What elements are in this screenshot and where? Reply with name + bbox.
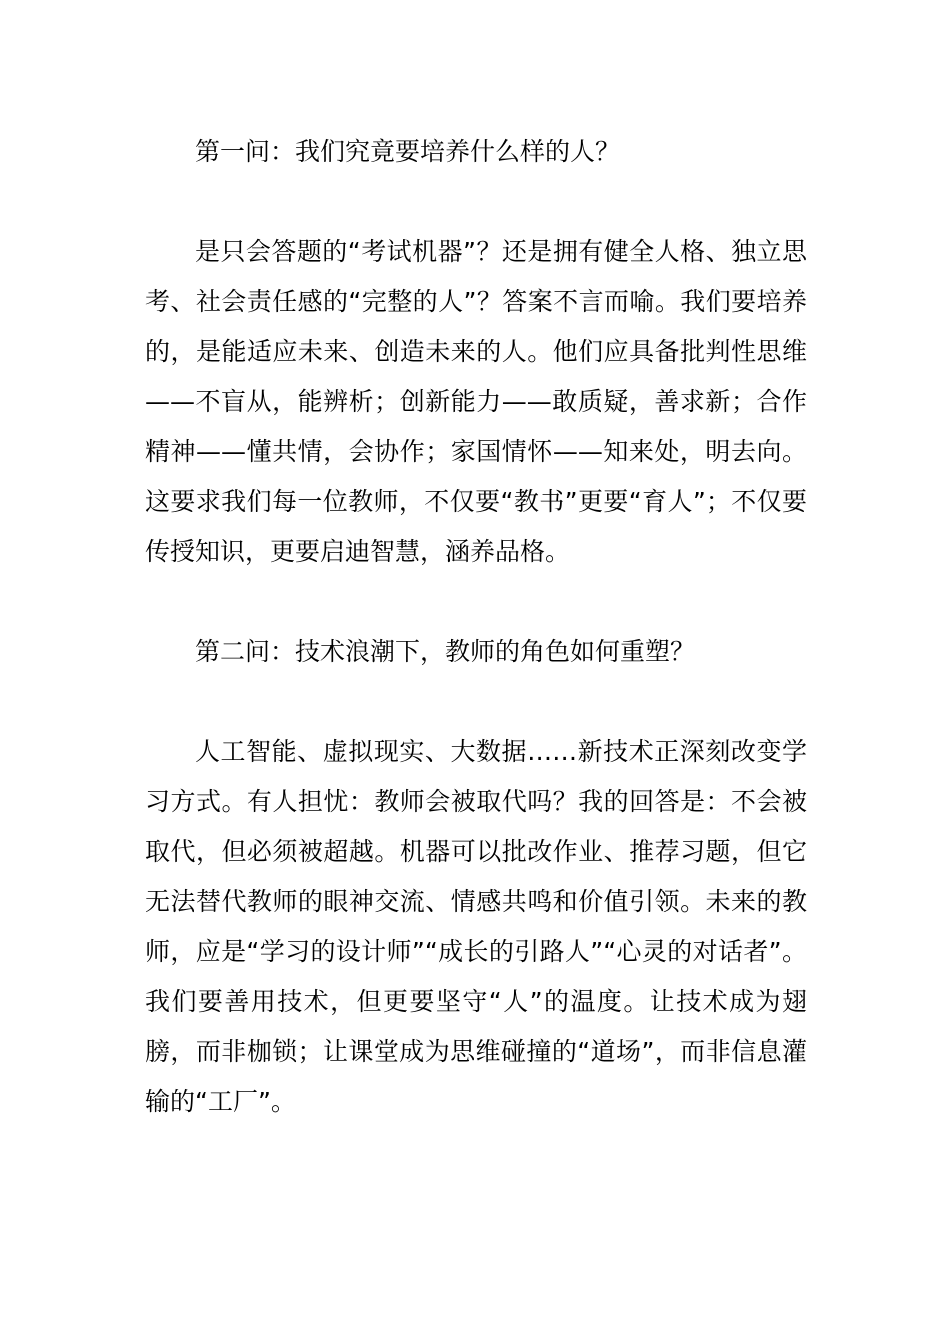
section-1-heading: 第一问：我们究竟要培养什么样的人？ bbox=[195, 137, 621, 166]
section-2-paragraph: 人工智能、虚拟现实、大数据……新技术正深刻改变学习方式。有人担忧：教师会被取代吗？我的回答是：不会被取代，但必须被超越。机器可以批改作业、推荐习题，但它无法替代教师的眼神交流、情感共鸣和价值引领。未来的教师，应是“学习的设计师”“成长的引路人”“心灵的对话者”。我们要善用技术，但更要坚守“人”的温度。让技术成为翅膀，而非枷锁；让课堂成为思维碰撞的“道场”，而非信息灌输的“工厂”。 bbox=[145, 737, 807, 1116]
section-2-heading: 第二问：技术浪潮下，教师的角色如何重塑？ bbox=[195, 637, 696, 666]
section-1-paragraph: 是只会答题的“考试机器”？还是拥有健全人格、独立思考、社会责任感的“完整的人”？答案不言而喻。我们要培养的，是能适应未来、创造未来的人。他们应具备批判性思维——不盲从，能辨析；创新能力——敢质疑，善求新；合作精神——懂共情，会协作；家国情怀——知来处，明去向。这要求我们每一位教师，不仅要“教书”更要“育人”；不仅要传授知识，更要启迪智慧，涵养品格。 bbox=[145, 237, 807, 566]
document-body bbox=[145, 127, 807, 1177]
